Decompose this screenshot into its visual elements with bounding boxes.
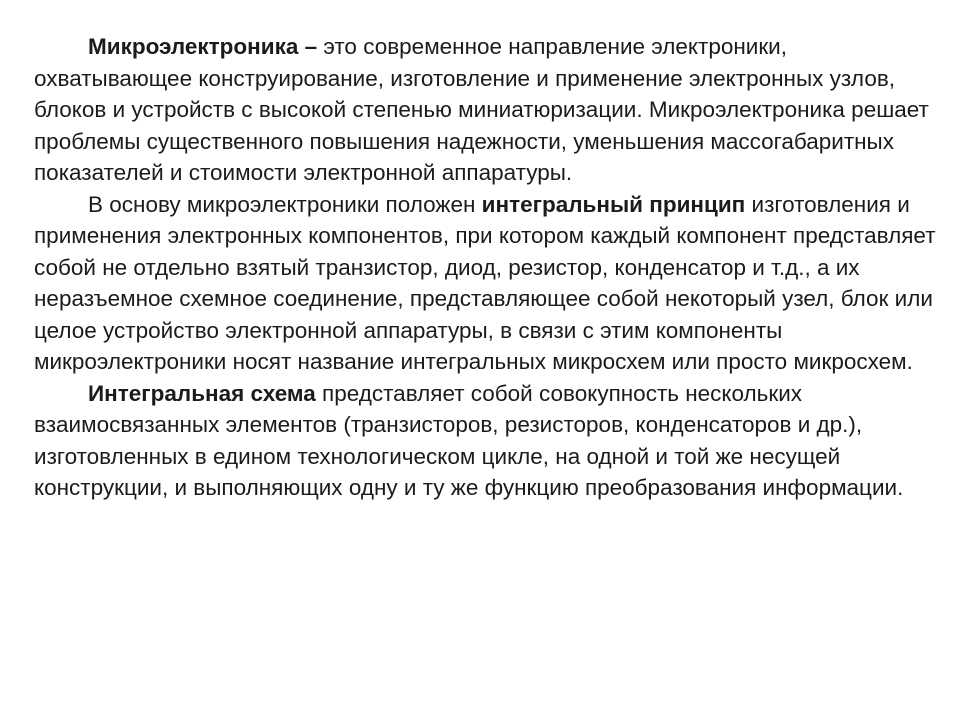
term-microelectronics: Микроэлектроника – <box>88 34 318 59</box>
term-integrated-circuit: Интегральная схема <box>88 380 316 406</box>
paragraph-2-text-before: В основу микроэлектроники положен <box>88 191 482 217</box>
paragraph-1-text: это современное направление электроники, охватывающее конструирование, изготовление и применение электронных узлов, блоков и устройств с высокой степенью миниатюризации. Микроэлектроника решает проблемы существенного повышения надежности, уменьшения массогабаритных показателей и стоимости электронной аппаратуры. <box>34 34 929 185</box>
paragraph-microelectronics <box>34 31 938 189</box>
term-integral-principle: интегральный принцип <box>481 191 746 217</box>
text-body <box>34 31 938 504</box>
paragraph-3-text-after: представляет собой совокупность нескольких взаимосвязанных элементов (транзисторов, резисторов, конденсаторов и др.), изготовленных в едином технологическом цикле, на одной и той же несущей конструкции, и выполняющих одну и ту же функцию преобразования информации. <box>34 380 904 500</box>
paragraph-2-text-after: изготовления и применения электронных компонентов, при котором каждый компонент представляет собой не отдельно взятый транзистор, диод, резистор, конденсатор и т.д., а их неразъемное схемное соединение, представляющее собой некоторый узел, блок или целое устройство электронной аппаратуры, в связи с этим компоненты микроэлектроники носят название интегральных микросхем или просто микросхем. <box>34 191 936 374</box>
paragraph-integral-principle <box>34 189 938 378</box>
paragraph-integrated-circuit <box>34 378 938 504</box>
